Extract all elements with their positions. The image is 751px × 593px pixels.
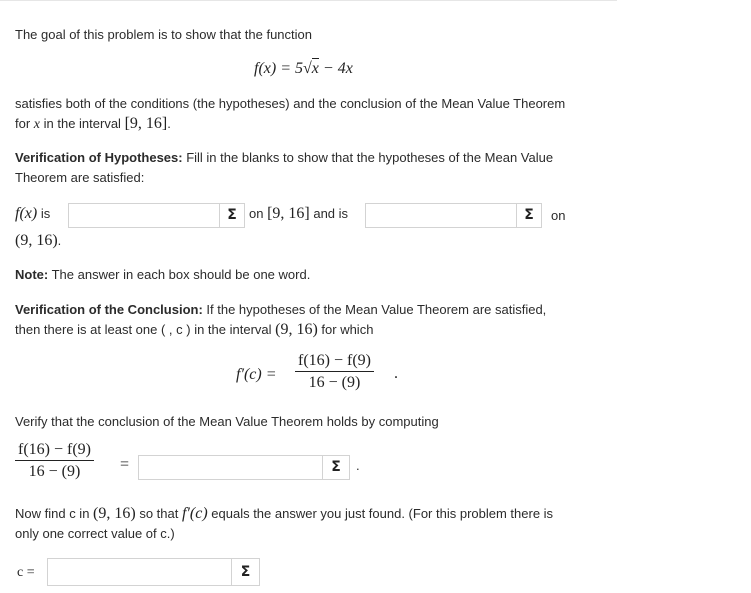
open-interval: (9, 16) [15, 232, 58, 249]
hypothesis2-sigma-icon[interactable]: Σ [516, 203, 542, 228]
note-label: Note: [15, 267, 49, 282]
and-is-label: and is [309, 206, 349, 221]
intro-line1: The goal of this problem is to show that the function [15, 27, 313, 42]
c-input[interactable] [47, 558, 231, 586]
conclusion-line1 [15, 302, 546, 317]
conclusion-text1: If the hypotheses of the Mean Value Theorem are satisfied, [202, 302, 547, 317]
intro-line3-prefix: for [15, 116, 34, 131]
closed-interval: [9, 16] [267, 205, 310, 222]
intro-line3-mid: in the interval [40, 116, 125, 131]
hypotheses-line1 [15, 150, 553, 165]
function-lhs: f(x) = 5 [254, 60, 303, 77]
open-interval-end: . [57, 233, 62, 248]
sqrt-argument: x [311, 60, 319, 77]
verify-denominator: 16 − (9) [28, 463, 81, 480]
intro-interval: [9, 16] [124, 115, 168, 132]
verify-period: . [356, 458, 360, 473]
conclusion-heading: Verification of the Conclusion: [15, 302, 203, 317]
conclusion-fraction [295, 352, 374, 392]
findc-text1-prefix: Now find c in [15, 506, 94, 521]
hypothesis-row-mid [249, 205, 348, 223]
is-label: is [37, 206, 51, 221]
hypotheses-text1: Fill in the blanks to show that the hypotheses of the Mean Value [182, 150, 554, 165]
hypothesis1-sigma-icon[interactable]: Σ [219, 203, 245, 228]
verify-input[interactable] [138, 455, 322, 480]
on2-label: on [551, 208, 566, 223]
verify-numerator: f(16) − f(9) [18, 441, 91, 458]
conclusion-numerator: f(16) − f(9) [298, 352, 371, 369]
conclusion-text2-prefix: then there is at least one ( , c ) in the interval [15, 322, 276, 337]
verify-fraction-bar [15, 460, 94, 461]
top-divider [0, 0, 617, 1]
verify-equals: = [120, 456, 130, 473]
intro-var: x [33, 117, 41, 132]
note-text: The answer in each box should be one word. [48, 267, 311, 282]
findc-interval: (9, 16) [93, 505, 136, 522]
verify-text: Verify that the conclusion of the Mean Value Theorem holds by computing [15, 414, 439, 429]
open-interval-line [15, 232, 61, 250]
hypothesis1-input[interactable] [68, 203, 219, 228]
findc-line1 [15, 505, 553, 523]
intro-line2: satisfies both of the conditions (the hypotheses) and the conclusion of the Mean Value Theorem [15, 96, 566, 111]
conclusion-denominator: 16 − (9) [308, 374, 361, 391]
intro-line3-end: . [167, 116, 171, 131]
conclusion-period: . [394, 365, 398, 382]
on-label: on [249, 206, 268, 221]
findc-line2: only one correct value of c.) [15, 526, 175, 541]
hypotheses-line2: Theorem are satisfied: [15, 170, 145, 185]
hypothesis2-input[interactable] [365, 203, 516, 228]
findc-text1-suffix: equals the answer you just found. (For this problem there is [207, 506, 554, 521]
fprime-c-label: f′(c) = [236, 366, 277, 383]
function-rest: − 4x [318, 60, 353, 77]
hypotheses-heading: Verification of Hypotheses: [15, 150, 183, 165]
note-line [15, 267, 310, 282]
fx-label: f(x) [15, 205, 38, 222]
conclusion-fraction-bar [295, 371, 374, 372]
intro-line3 [15, 115, 171, 133]
hypothesis-row [15, 205, 50, 223]
sqrt-sign: √ [303, 60, 312, 77]
function-definition [254, 60, 353, 78]
c-sigma-icon[interactable]: Σ [231, 558, 260, 586]
findc-text1-mid: so that [135, 506, 182, 521]
findc-fprime: f′(c) [181, 505, 208, 522]
verify-sigma-icon[interactable]: Σ [322, 455, 350, 480]
conclusion-text2-suffix: for which [317, 322, 374, 337]
conclusion-interval: (9, 16) [275, 321, 318, 338]
c-label: c = [17, 565, 35, 580]
conclusion-line2 [15, 321, 373, 339]
verify-fraction [15, 441, 94, 481]
